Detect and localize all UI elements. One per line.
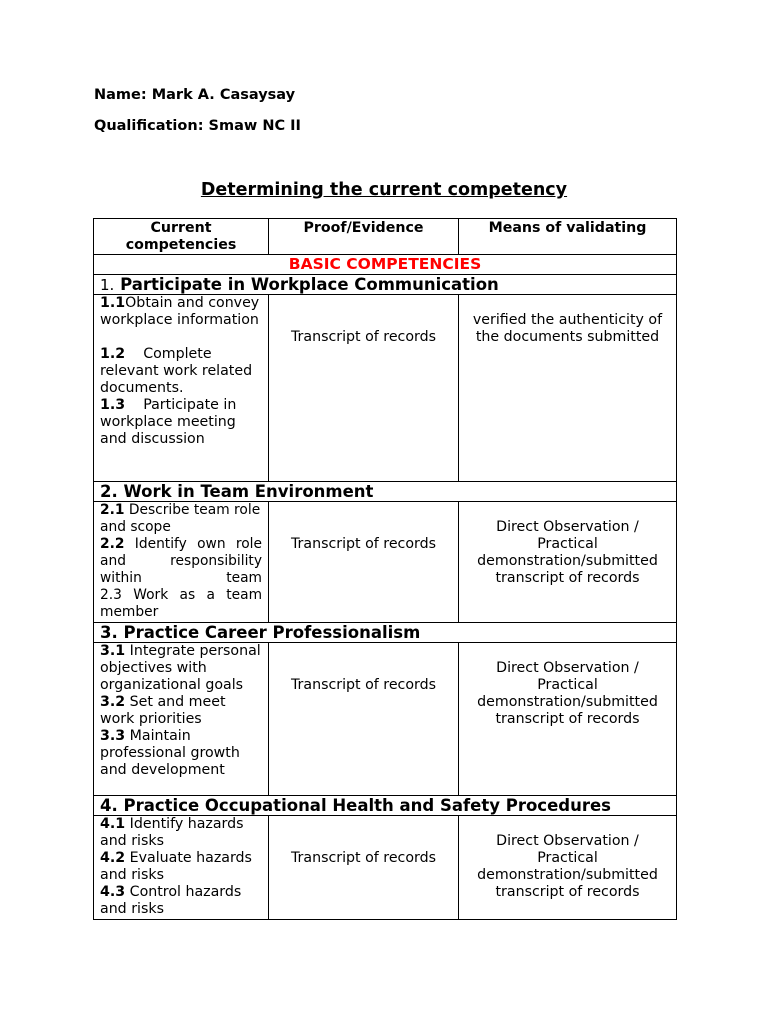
- section-title: [94, 275, 677, 295]
- section-title: [94, 482, 677, 502]
- section-number: 4.: [100, 796, 118, 815]
- means-cell: Direct Observation / Practical demonstration/submitted transcript of records: [459, 816, 677, 920]
- basic-competencies-label: BASIC COMPETENCIES: [94, 255, 677, 275]
- item-number: 4.3: [100, 884, 126, 900]
- competency-item: [100, 295, 262, 329]
- document-title: Determining the current competency: [200, 180, 568, 200]
- item-number: 4.2: [100, 850, 126, 866]
- competency-item: [100, 850, 262, 884]
- item-text: Describe team role and scope: [100, 502, 261, 535]
- competency-item: [100, 694, 262, 728]
- item-text: Evaluate hazards and risks: [100, 850, 252, 883]
- section-body-row: [94, 502, 677, 623]
- means-cell: Direct Observation / Practical demonstration/submitted transcript of records: [459, 643, 677, 796]
- item-text: Set and meet work priorities: [100, 694, 226, 727]
- competency-item: [100, 884, 262, 918]
- item-number: 2.2: [100, 536, 125, 552]
- item-number: 3.1: [100, 643, 126, 659]
- section-number: 1.: [100, 275, 115, 294]
- competency-item: [100, 502, 262, 536]
- proof-cell: Transcript of records: [269, 502, 459, 623]
- section-body-row: [94, 643, 677, 796]
- item-text: Complete relevant work related documents.: [100, 346, 253, 396]
- section-body-row: [94, 295, 677, 482]
- competency-item: [100, 587, 262, 621]
- proof-cell: Transcript of records: [269, 643, 459, 796]
- competency-table: [93, 218, 677, 920]
- means-cell: Direct Observation / Practical demonstration/submitted transcript of records: [459, 502, 677, 623]
- item-number: 1.3: [100, 397, 126, 413]
- section-row: [94, 796, 677, 816]
- item-text: Maintain professional growth and development: [100, 728, 240, 778]
- item-number: 3.3: [100, 728, 126, 744]
- section-title-text: Work in Team Environment: [123, 482, 374, 501]
- item-number: 1.2: [100, 346, 126, 362]
- competency-item: [100, 397, 262, 448]
- section-row: [94, 275, 677, 295]
- col-header-current: Current competencies: [94, 219, 269, 255]
- proof-cell: Transcript of records: [269, 816, 459, 920]
- qualification-line: Qualification: Smaw NC II: [94, 118, 301, 134]
- competency-items: [94, 816, 269, 920]
- item-number: 2.3: [100, 587, 122, 603]
- competency-item: [100, 643, 262, 694]
- item-text: Obtain and convey workplace information: [100, 295, 260, 328]
- competency-items: [94, 643, 269, 796]
- item-text: Participate in workplace meeting and discussion: [100, 397, 237, 447]
- competency-items: [94, 502, 269, 623]
- section-title-text: Practice Career Professionalism: [123, 623, 421, 642]
- section-title-text: Participate in Workplace Communication: [120, 274, 499, 294]
- col-header-proof: Proof/Evidence: [269, 219, 459, 255]
- table-header-row: [94, 219, 677, 255]
- item-text: Control hazards and risks: [100, 884, 242, 917]
- competency-item: [100, 728, 262, 779]
- basic-competencies-row: [94, 255, 677, 275]
- section-title: [94, 623, 677, 643]
- competency-items: [94, 295, 269, 482]
- col-header-means: Means of validating: [459, 219, 677, 255]
- item-number: 3.2: [100, 694, 126, 710]
- proof-cell: Transcript of records: [269, 295, 459, 482]
- item-text: Integrate personal objectives with organizational goals: [100, 643, 261, 693]
- item-number: 2.1: [100, 502, 125, 518]
- item-number: 1.1: [100, 295, 126, 311]
- competency-item: [100, 816, 262, 850]
- item-text: Identify hazards and risks: [100, 816, 244, 849]
- name-line: Name: Mark A. Casaysay: [94, 87, 296, 103]
- means-cell: verified the authenticity of the documents submitted: [459, 295, 677, 482]
- section-title-text: Practice Occupational Health and Safety Procedures: [123, 796, 611, 815]
- item-number: 4.1: [100, 816, 126, 832]
- section-row: [94, 482, 677, 502]
- competency-item: [100, 346, 262, 397]
- section-row: [94, 623, 677, 643]
- item-text: Identify own role and responsibility within team: [100, 536, 262, 586]
- section-number: 3.: [100, 623, 118, 642]
- competency-item: [100, 536, 262, 587]
- section-number: 2.: [100, 482, 118, 501]
- item-text: Work as a team member: [100, 587, 263, 620]
- section-body-row: [94, 816, 677, 920]
- section-title: [94, 796, 677, 816]
